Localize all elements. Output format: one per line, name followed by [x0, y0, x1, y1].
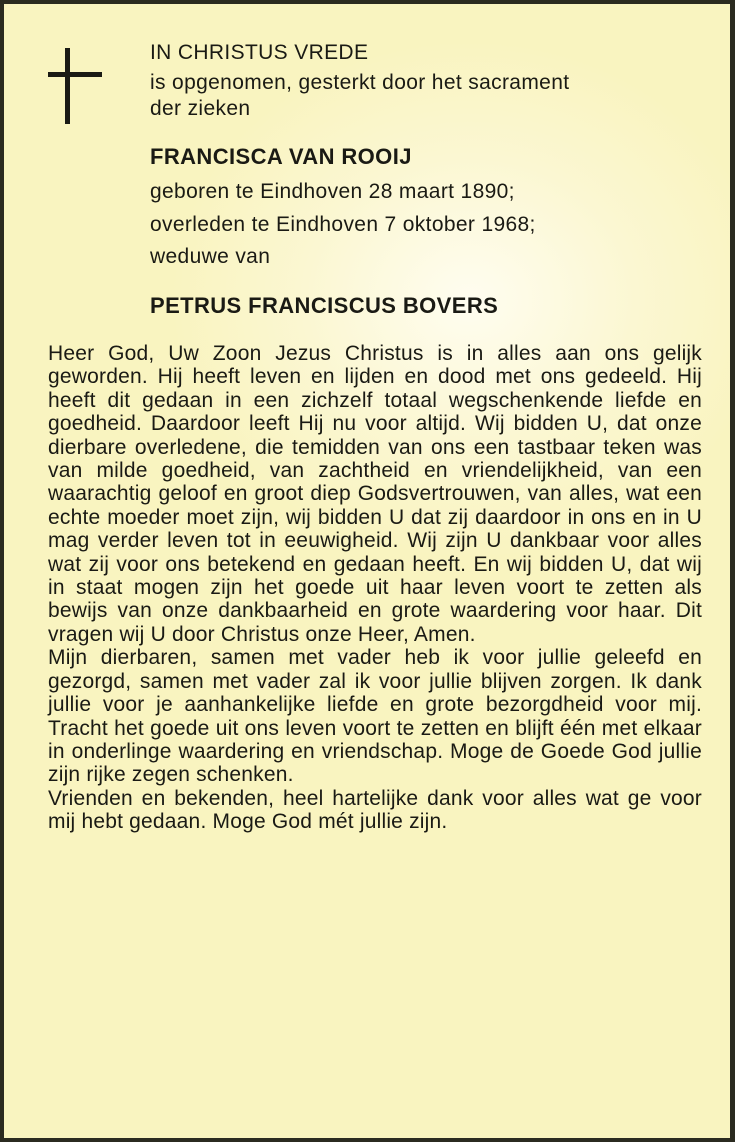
deceased-name: FRANCISCA VAN ROOIJ [150, 144, 412, 169]
friends-message-paragraph: Vrienden en bekenden, heel hartelijke dank voor alles wat ge voor mij hebt gedaan. Moge God mét jullie zijn. [48, 786, 702, 834]
family-message-paragraph: Mijn dierbaren, samen met vader heb ik voor jullie geleefd en gezorgd, samen met vader zal ik voor jullie blijven zorgen. Ik dank jullie voor je aanhankelijke liefde en grote bezorgdheid voor mij. Tracht het goede uit ons leven voort te zetten en blijft één met elkaar in onderlinge waardering en vriendschap. Moge de Goede God jullie zijn rijke zegen schenken. [48, 646, 702, 787]
birth-info: geboren te Eindhoven 28 maart 1890; [150, 180, 515, 203]
cross-icon [48, 48, 102, 124]
subtitle-line-2: der zieken [150, 97, 251, 120]
card-border-left [0, 0, 4, 1142]
widow-of-label: weduwe van [150, 245, 271, 268]
card-border-bottom [0, 1138, 735, 1142]
card-border-right [730, 0, 735, 1142]
card-border-top [0, 0, 735, 4]
subtitle-line-1: is opgenomen, gesterkt door het sacrament [150, 71, 570, 94]
card-title: IN CHRISTUS VREDE [150, 41, 369, 64]
card-body-text [48, 342, 702, 834]
spouse-name: PETRUS FRANCISCUS BOVERS [150, 293, 499, 318]
prayer-paragraph: Heer God, Uw Zoon Jezus Christus is in alles aan ons gelijk geworden. Hij heeft leven en lijden en dood met ons gedeeld. Hij heeft dit gedaan in een zichzelf totaal wegschenkende liefde en goedheid. Daardoor leeft Hij nu voor altijd. Wij bidden U, dat onze dierbare overledene, die temidden van ons een tastbaar teken was van milde goedheid, van zachtheid en vriendelijkheid, van een waarachtig geloof en groot diep Godsvertrouwen, van alles, wat een echte moeder moet zijn, wij bidden U dat zij daardoor in ons en in U mag verder leven tot in eeuwigheid. Wij zijn U dankbaar voor alles wat zij voor ons betekend en gedaan heeft. En wij bidden U, dat wij in staat mogen zijn het goede uit haar leven voort te zetten als bewijs van onze dankbaarheid en grote waardering voor haar. Dit vragen wij U door Christus onze Heer, Amen. [48, 342, 702, 646]
death-info: overleden te Eindhoven 7 oktober 1968; [150, 213, 536, 236]
